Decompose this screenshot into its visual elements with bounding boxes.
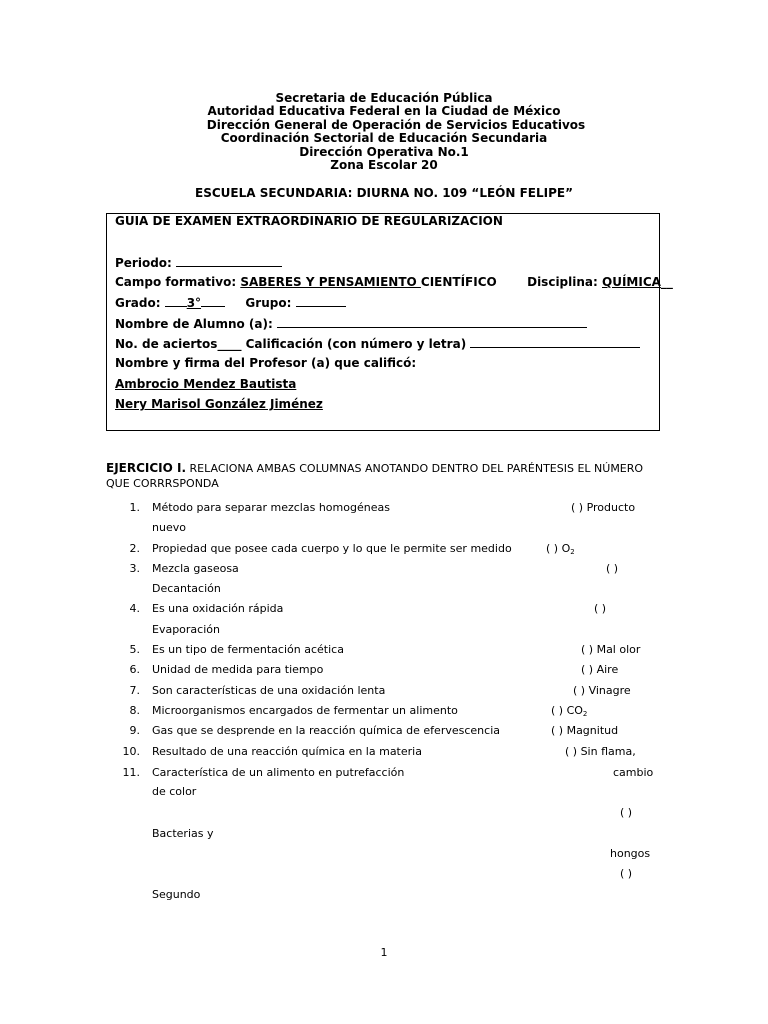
answer-option: ( )	[620, 867, 633, 880]
header-line: Secretaria de Educación Pública	[275, 91, 493, 105]
letterhead	[0, 92, 768, 172]
answer-option: ( )	[594, 602, 607, 615]
periodo-label: Periodo:	[115, 256, 172, 270]
answer-option: Segundo	[152, 888, 201, 901]
answer-o2: ( ) O	[546, 542, 571, 555]
answer-option	[551, 704, 587, 718]
calificacion-field[interactable]	[470, 336, 640, 348]
item-number: 6.	[129, 663, 140, 676]
exercise-label: EJERCICIO I.	[106, 461, 187, 475]
answer-option: ( ) Sin flama,	[565, 745, 636, 758]
answer-option: ( ) Magnitud	[551, 724, 619, 737]
header-line: Zona Escolar 20	[330, 158, 438, 173]
answer-option: ( ) Producto	[571, 501, 636, 514]
item-text: Mezcla gaseosa	[152, 562, 239, 575]
answer-option: hongos	[610, 847, 651, 860]
profesor-label: Nombre y firma del Profesor (a) que calificó:	[115, 356, 417, 370]
grado-blank-right	[201, 295, 225, 307]
answer-option: ( )	[606, 562, 619, 575]
answer-option: ( ) Vinagre	[573, 684, 631, 697]
grado-row	[115, 295, 346, 310]
item-text: Propiedad que posee cada cuerpo y lo que le permite ser medido	[152, 542, 512, 555]
item-text: Microorganismos encargados de fermentar un alimento	[152, 704, 458, 717]
item-number: 11.	[122, 766, 140, 779]
item-text: Resultado de una reacción química en la materia	[152, 745, 422, 758]
item-text: Unidad de medida para tiempo	[152, 663, 324, 676]
item-text: Método para separar mezclas homogéneas	[152, 501, 390, 514]
exercise-instruction	[106, 461, 666, 491]
answer-option: ( ) Aire	[581, 663, 619, 676]
answer-option: cambio	[613, 766, 654, 779]
answer-option	[546, 542, 575, 556]
item-number: 4.	[129, 602, 140, 615]
item-text: Gas que se desprende en la reacción química de efervescencia	[152, 724, 500, 737]
header-line: Autoridad Educativa Federal en la Ciudad de México	[207, 104, 561, 119]
item-number: 1.	[129, 501, 140, 514]
campo-value: SABERES Y PENSAMIENTO	[240, 275, 421, 289]
periodo-field[interactable]	[176, 255, 282, 267]
exam-info-box	[106, 213, 673, 431]
grado-blank-left	[165, 295, 187, 307]
answer-option: nuevo	[152, 521, 186, 534]
answer-o2-sub: 2	[570, 548, 575, 556]
profesor-name-2: Nery Marisol González Jiménez	[115, 397, 323, 411]
campo-row	[115, 275, 673, 289]
answer-co2-sub: 2	[582, 710, 588, 718]
item-number: 9.	[129, 724, 140, 737]
header-line: Dirección General de Operación de Servicios Educativos	[206, 117, 586, 132]
item-number: 3.	[129, 562, 140, 575]
item-number: 8.	[129, 704, 140, 717]
grado-label: Grado:	[115, 296, 161, 310]
answer-option: ( ) Mal olor	[581, 643, 641, 656]
item-text: Son características de una oxidación lenta	[152, 684, 386, 697]
nombre-row	[115, 316, 587, 331]
school-name: ESCUELA SECUNDARIA: DIURNA NO. 109 “LEÓN FELIPE”	[195, 186, 573, 200]
calificacion-label: Calificación (con número y letra)	[245, 337, 467, 351]
exercise-text: RELACIONA AMBAS COLUMNAS ANOTANDO DENTRO DEL PARÉNTESIS EL NÚMERO QUE CORRRSPONDA	[106, 462, 644, 490]
aciertos-field[interactable]: ____	[217, 337, 242, 351]
nombre-label: Nombre de Alumno (a):	[115, 317, 273, 331]
header-line: Dirección Operativa No.1	[299, 144, 469, 159]
guide-title: GUIA DE EXAMEN EXTRAORDINARIO DE REGULARIZACION	[115, 214, 503, 228]
grado-value: 3°	[186, 296, 202, 310]
page-number: 1	[380, 946, 388, 959]
disciplina-value: QUÍMICA	[602, 275, 661, 289]
disciplina-trail: __	[660, 275, 673, 289]
answer-option: Evaporación	[152, 623, 220, 636]
campo-value-rest: CIENTÍFICO	[420, 275, 497, 289]
grupo-field[interactable]	[296, 295, 346, 307]
item-number: 10.	[122, 745, 140, 758]
profesor-name-1: Ambrocio Mendez Bautista	[115, 377, 297, 391]
item-text: Es una oxidación rápida	[152, 602, 284, 615]
aciertos-row	[115, 336, 640, 351]
disciplina-label: Disciplina:	[527, 275, 598, 289]
answer-option: Decantación	[152, 582, 221, 595]
periodo-row	[115, 255, 282, 270]
item-number: 5.	[129, 643, 140, 656]
campo-label: Campo formativo:	[115, 275, 237, 289]
answer-option: ( )	[620, 806, 633, 819]
item-number: 2.	[129, 542, 140, 555]
grupo-label: Grupo:	[245, 296, 292, 310]
item-text: Es un tipo de fermentación acética	[152, 643, 344, 656]
item-number: 7.	[129, 684, 140, 697]
answer-option: de color	[152, 785, 197, 798]
answer-option: Bacterias y	[152, 827, 214, 840]
answer-co2: ( ) CO	[551, 704, 583, 717]
header-line: Coordinación Sectorial de Educación Secundaria	[220, 131, 548, 146]
aciertos-label: No. de aciertos	[115, 337, 218, 351]
nombre-field[interactable]	[277, 316, 587, 328]
item-text: Característica de un alimento en putrefacción	[152, 766, 405, 779]
